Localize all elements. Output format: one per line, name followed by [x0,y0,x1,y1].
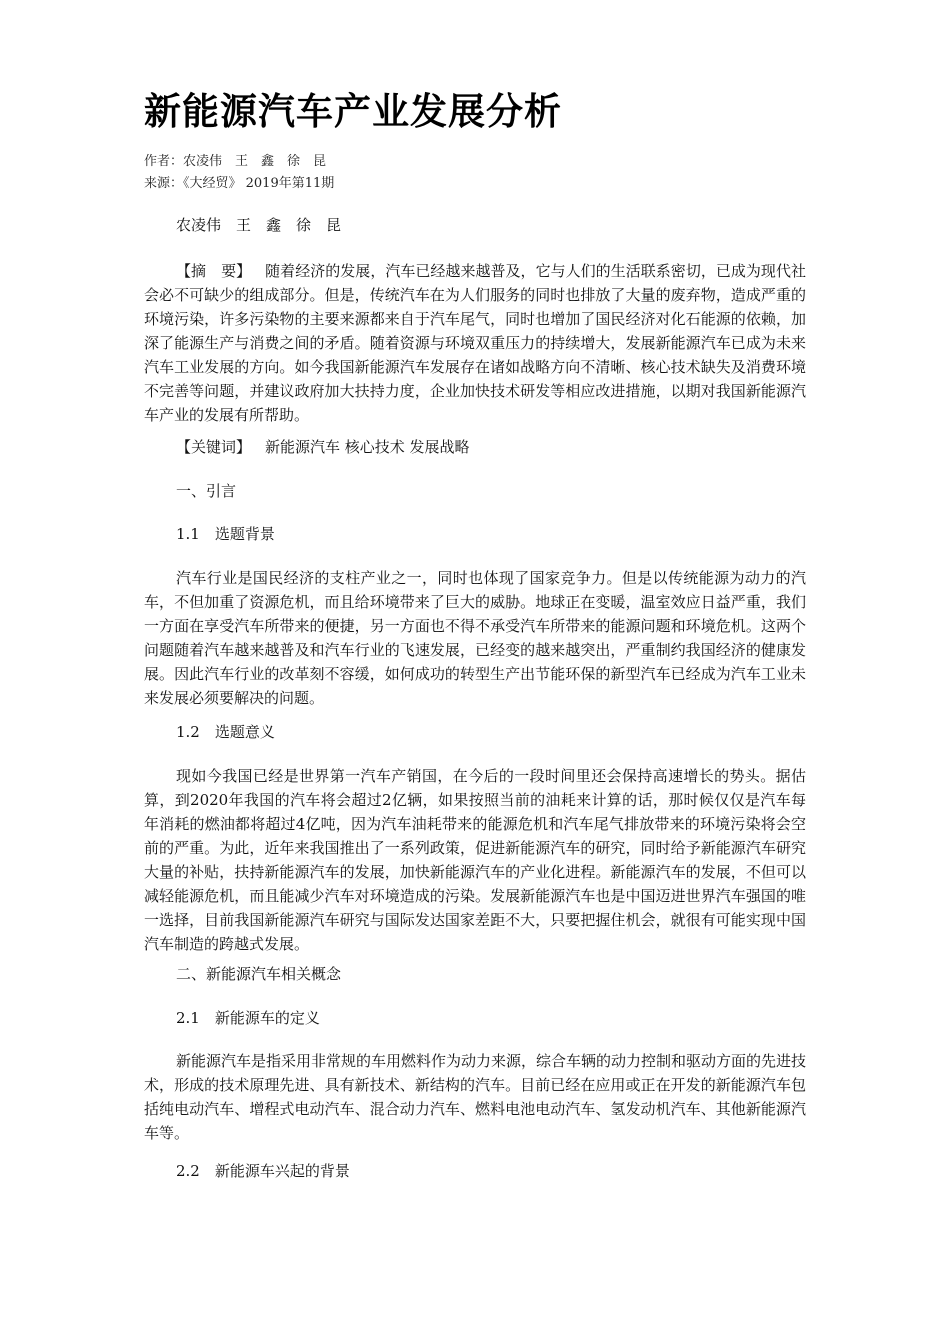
abstract-paragraph [144,259,806,427]
subsection-heading-1-2: 1.2 选题意义 [176,723,275,741]
abstract-text: 随着经济的发展，汽车已经越来越普及，它与人们的生活联系密切，已成为现代社会必不可缺少的组成部分。但是，传统汽车在为人们服务的同时也排放了大量的废弃物，造成严重的环境污染，许多污染物的主要来源都来自于汽车尾气，同时也增加了国民经济对化石能源的依赖，加深了能源生产与消费之间的矛盾。随着资源与环境双重压力的持续增大，发展新能源汽车已成为未来汽车工业发展的方向。如今我国新能源汽车发展存在诸如战略方向不清晰、核心技术缺失及消费环境不完善等问题，并建议政府加大扶持力度，企业加快技术研发等相应改进措施，以期对我国新能源汽车产业的发展有所帮助。 [144,262,806,424]
abstract-label: 【摘 要】 [176,262,252,280]
body-paragraph-3: 新能源汽车是指采用非常规的车用燃料作为动力来源，综合车辆的动力控制和驱动方面的先进技术，形成的技术原理先进、具有新技术、新结构的汽车。目前已经在应用或正在开发的新能源汽车包括纯电动汽车、增程式电动汽车、混合动力汽车、燃料电池电动汽车、氢发动机汽车、其他新能源汽车等。 [144,1052,807,1142]
keywords-label: 【关键词】 [176,438,252,456]
section-heading-1: 一、引言 [176,482,237,500]
subsection-heading-1-1: 1.1 选题背景 [176,525,275,543]
body-paragraph-1: 汽车行业是国民经济的支柱产业之一，同时也体现了国家竞争力。但是以传统能源为动力的汽车，不但加重了资源危机，而且给环境带来了巨大的威胁。地球正在变暖，温室效应日益严重，我们一方面在享受汽车所带来的便捷，另一方面也不得不承受汽车所带来的能源问题和环境危机。这两个问题随着汽车越来越普及和汽车行业的飞速发展，已经变的越来越突出，严重制约我国经济的健康发展。因此汽车行业的改革刻不容缓，如何成功的转型生产出节能环保的新型汽车已经成为汽车工业未来发展必须要解决的问题。 [144,569,806,707]
article-title: 新能源汽车产业发展分析 [144,90,562,133]
source-meta: 来源：《大经贸》 2019年第11期 [144,176,335,191]
author-names: 农凌伟 王 鑫 徐 昆 [176,216,342,234]
section-heading-2: 二、新能源汽车相关概念 [176,965,342,983]
author-meta: 作者：农凌伟 王 鑫 徐 昆 [144,154,327,169]
keywords-text: 新能源汽车 核心技术 发展战略 [265,438,470,456]
keywords-paragraph [144,435,806,459]
subsection-heading-2-1: 2.1 新能源车的定义 [176,1009,320,1027]
subsection-heading-2-2: 2.2 新能源车兴起的背景 [176,1162,350,1180]
body-paragraph-2: 现如今我国已经是世界第一汽车产销国，在今后的一段时间里还会保持高速增长的势头。据估算，到2020年我国的汽车将会超过2亿辆，如果按照当前的油耗来计算的话，那时候仅仅是汽车每年消耗的燃油都将超过4亿吨，因为汽车油耗带来的能源危机和汽车尾气排放带来的环境污染将会空前的严重。为此，近年来我国推出了一系列政策，促进新能源汽车的研究，同时给予新能源汽车研究大量的补贴，扶持新能源汽车的发展，加快新能源汽车的产业化进程。新能源汽车的发展，不但可以减轻能源危机，而且能减少汽车对环境造成的污染。发展新能源汽车也是中国迈进世界汽车强国的唯一选择，目前我国新能源汽车研究与国际发达国家差距不大，只要把握住机会，就很有可能实现中国汽车制造的跨越式发展。 [144,767,806,953]
